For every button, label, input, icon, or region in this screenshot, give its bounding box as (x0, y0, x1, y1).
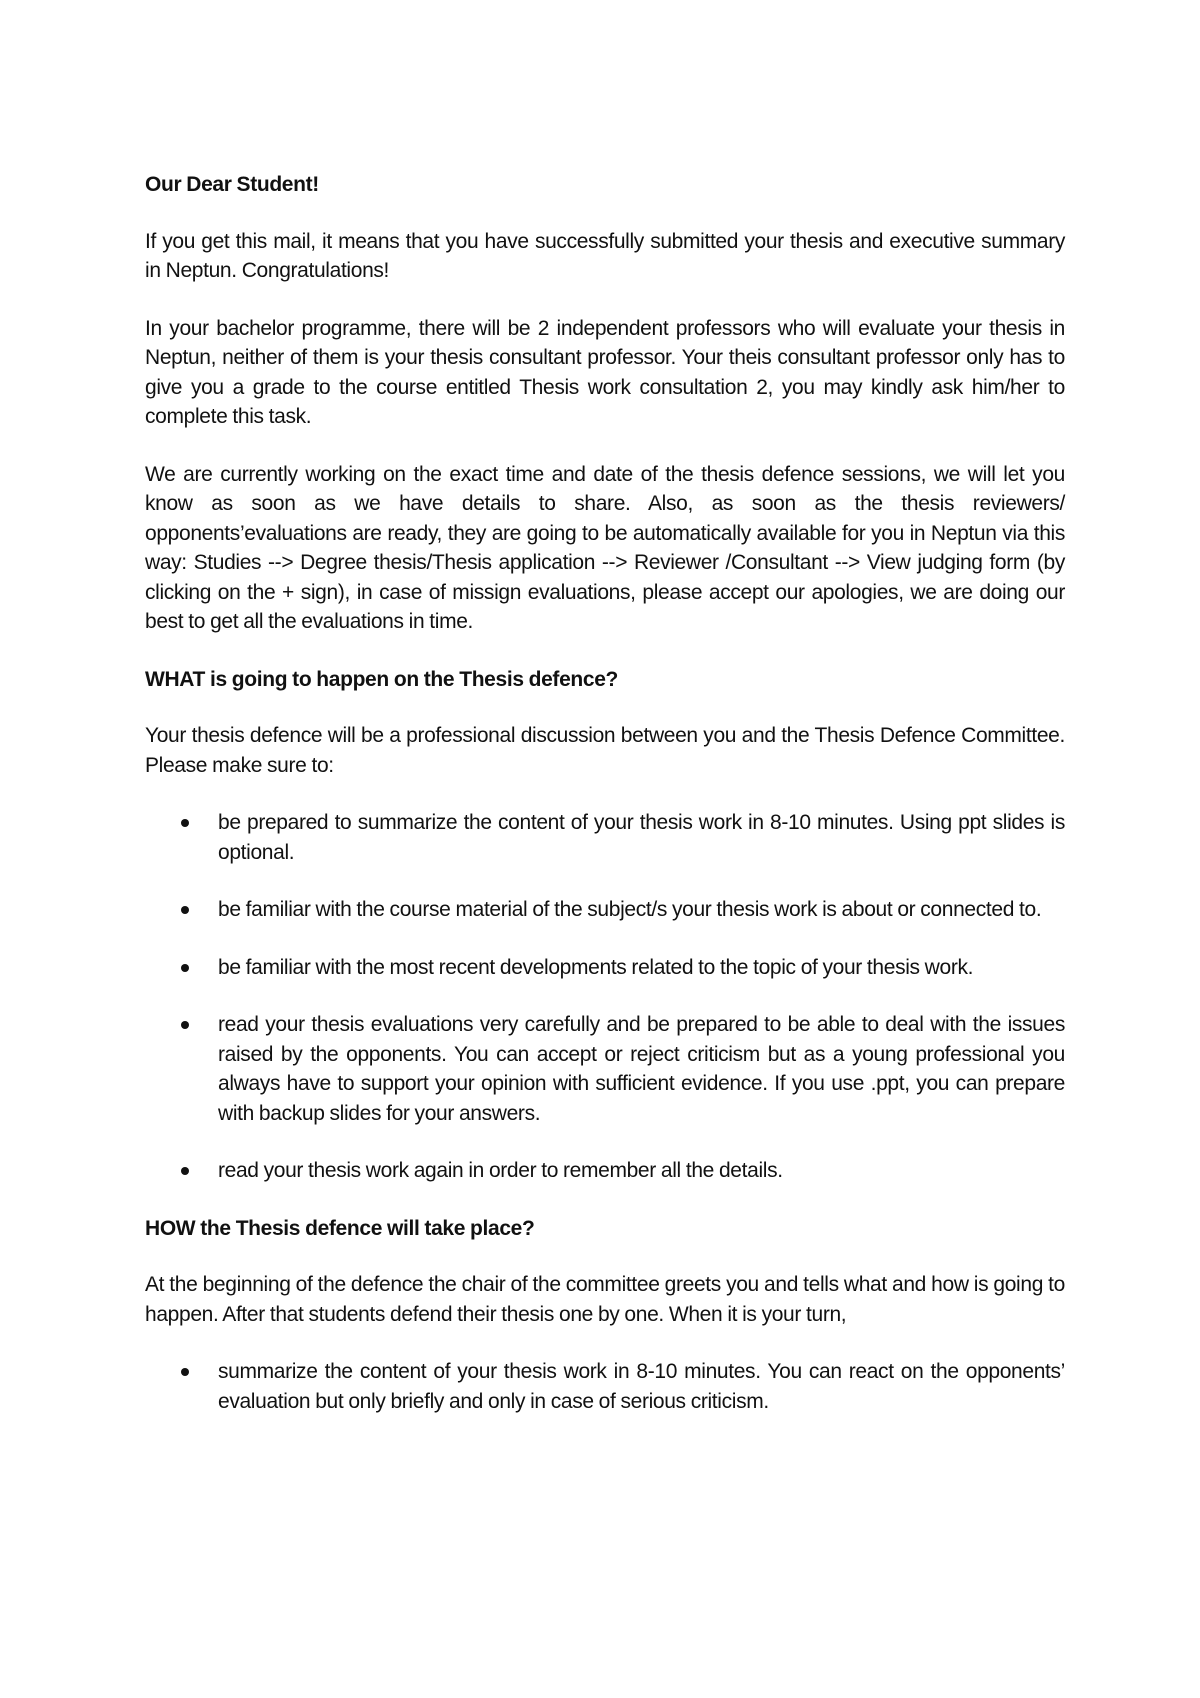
document-page (145, 170, 1065, 1444)
bullet-icon (181, 1021, 189, 1029)
list-item-text: read your thesis work again in order to remember all the details. (218, 1159, 783, 1182)
bullet-icon (181, 906, 189, 914)
list-item-text: read your thesis evaluations very carefully and be prepared to be able to deal with the issues raised by the opponents. You can accept or reject criticism but as a young professional you always have to support your opinion with sufficient evidence. If you use .ppt, you can prepare with backup slides for your answers. (218, 1013, 1065, 1125)
list-item (145, 895, 1065, 925)
what-heading: WHAT is going to happen on the Thesis defence? (145, 667, 619, 691)
list-item (145, 808, 1065, 867)
list-item (145, 953, 1065, 983)
bullet-icon (181, 1368, 189, 1376)
list-item-text: be familiar with the most recent developments related to the topic of your thesis work. (218, 955, 974, 979)
bullet-icon (181, 819, 189, 827)
list-item-text: summarize the content of your thesis work in 8-10 minutes. You can react on the opponents’ evaluation but only briefly and only in case of serious criticism. (218, 1360, 1065, 1413)
list-item (145, 1156, 1065, 1186)
how-intro-paragraph: At the beginning of the defence the chair of the committee greets you and tells what and how is going to happen. After that students defend their thesis one by one. When it is your turn, (145, 1273, 1065, 1326)
salutation: Our Dear Student! (145, 173, 319, 196)
schedule-paragraph: We are currently working on the exact time and date of the thesis defence sessions, we will let you know as soon as we have details to share. Also, as soon as the thesis reviewers/ opponents’evaluations are ready, they are going to be automatically available for you in Neptun via this way: Studies --> Degree thesis/Thesis application --> Reviewer /Consultant --> View judging form (by clicking on the + sign), in case of missign evaluations, please accept our apologies, we are doing our best to get all the evaluations in time. (145, 462, 1065, 633)
bullet-icon (181, 1167, 189, 1175)
list-item (145, 1357, 1065, 1416)
list-item-text: be prepared to summarize the content of your thesis work in 8-10 minutes. Using ppt slides is optional. (218, 811, 1065, 864)
professors-paragraph: In your bachelor programme, there will be 2 independent professors who will evaluate your thesis in Neptun, neither of them is your thesis consultant professor. Your theis consultant professor only has to give you a grade to the course entitled Thesis work consultation 2, you may kindly ask him/her to complete this task. (145, 316, 1065, 428)
bullet-icon (181, 964, 189, 972)
list-item (145, 1010, 1065, 1128)
what-intro-paragraph: Your thesis defence will be a professional discussion between you and the Thesis Defence Committee. Please make sure to: (145, 724, 1065, 777)
intro-paragraph: If you get this mail, it means that you have successfully submitted your thesis and executive summary in Neptun. Congratulations! (145, 229, 1065, 282)
list-item-text: be familiar with the course material of the subject/s your thesis work is about or connected to. (218, 898, 1042, 921)
how-heading: HOW the Thesis defence will take place? (145, 1216, 535, 1240)
what-bullet-list (145, 808, 1065, 1186)
how-bullet-list (145, 1357, 1065, 1416)
